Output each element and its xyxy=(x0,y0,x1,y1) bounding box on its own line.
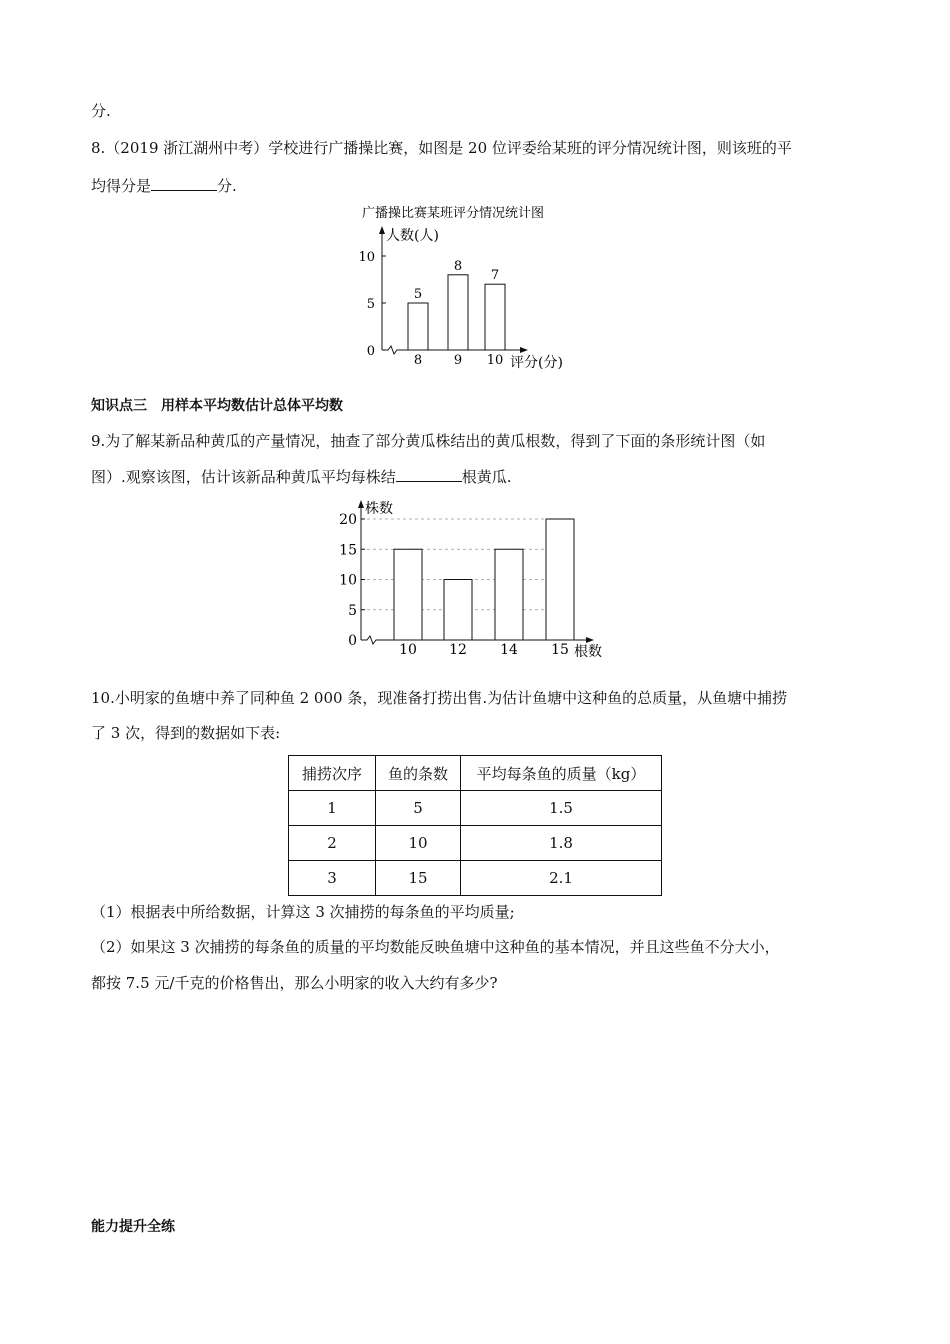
answer-blank xyxy=(151,176,217,191)
chart1-x-tick-label: 9 xyxy=(453,353,463,368)
chart2-y-tick-label: 15 xyxy=(339,542,357,559)
chart1-x-tick-label: 8 xyxy=(413,353,423,368)
chart1-bar xyxy=(448,275,468,350)
table-cell: 15 xyxy=(376,861,461,896)
chart2-y-tick-label: 10 xyxy=(339,572,357,589)
table-cell: 10 xyxy=(376,826,461,861)
chart2-x-tick-label: 12 xyxy=(449,642,467,658)
chart1-y-tick-label: 5 xyxy=(366,297,375,312)
question-10-text-2: 了 3 次，得到的数据如下表: xyxy=(91,724,281,742)
table-cell: 2.1 xyxy=(461,861,662,896)
table-cell: 1.5 xyxy=(461,791,662,826)
chart1-y-tick-label: 0 xyxy=(366,344,375,359)
table-cell: 1 xyxy=(289,791,376,826)
chart1-title: 广播操比赛某班评分情况统计图 xyxy=(362,206,545,221)
question-8-text-2 xyxy=(91,176,237,196)
question-9-text: 9.为了解某新品种黄瓜的产量情况，抽查了部分黄瓜株结出的黄瓜根数，得到了下面的条形统计图（如 xyxy=(91,432,766,450)
question-8-text: 8.（2019 浙江湖州中考）学校进行广播操比赛，如图是 20 位评委给某班的评分情况统计图，则该班的平 xyxy=(91,139,792,157)
table-row xyxy=(289,791,662,826)
question-10-part-1: （1）根据表中所给数据，计算这 3 次捕捞的每条鱼的平均质量; xyxy=(91,903,515,921)
chart2-y-tick-label: 20 xyxy=(339,512,357,528)
question-10-text: 10.小明家的鱼塘中养了同种鱼 2 000 条，现准备打捞出售.为估计鱼塘中这种鱼的总质量，从鱼塘中捕捞 xyxy=(91,689,788,707)
q9-prefix: 图）.观察该图，估计该新品种黄瓜平均每株结 xyxy=(91,468,396,486)
text-line: 分. xyxy=(91,102,111,120)
chart1-data-label: 7 xyxy=(490,268,500,284)
table-header: 鱼的条数 xyxy=(376,756,461,791)
chart1-data-label: 8 xyxy=(453,258,463,274)
chart2-x-arrow xyxy=(586,637,594,643)
section-heading: 知识点三 用样本平均数估计总体平均数 xyxy=(91,398,343,414)
chart1-ylabel: 人数(人) xyxy=(386,228,439,244)
chart1-bar xyxy=(408,303,428,350)
q8-prefix: 均得分是 xyxy=(91,177,152,195)
table-cell: 2 xyxy=(289,826,376,861)
table-cell: 5 xyxy=(376,791,461,826)
table-header: 捕捞次序 xyxy=(289,756,376,791)
chart2-x-tick-label: 10 xyxy=(399,642,417,658)
chart1-bar xyxy=(485,284,505,350)
chart1-y-arrow xyxy=(379,226,385,234)
chart2-y-arrow xyxy=(358,500,364,508)
fish-data-table xyxy=(288,755,662,896)
table-row xyxy=(289,826,662,861)
chart2-bar xyxy=(444,580,472,641)
table-row xyxy=(289,861,662,896)
chart1-y-tick-label: 10 xyxy=(358,250,375,265)
chart2-bar xyxy=(546,519,574,640)
chart-cucumber-count xyxy=(330,490,620,665)
chart2-x-tick-label: 14 xyxy=(500,642,518,658)
q8-suffix: 分. xyxy=(217,177,237,195)
answer-blank xyxy=(396,467,462,482)
table-cell: 3 xyxy=(289,861,376,896)
chart1-x-arrow xyxy=(520,347,528,353)
chart1-x-tick-label: 10 xyxy=(486,353,504,368)
table-header-row xyxy=(289,756,662,791)
chart1-xlabel: 评分(分) xyxy=(510,355,563,371)
chart2-bar xyxy=(495,549,523,640)
chart2-bar xyxy=(394,549,422,640)
chart2-xlabel: 根数 xyxy=(574,644,602,660)
chart2-y-tick-label: 5 xyxy=(348,602,357,619)
table-header: 平均每条鱼的质量（kg） xyxy=(461,756,662,791)
question-10-part-2-cont: 都按 7.5 元/千克的价格售出，那么小明家的收入大约有多少? xyxy=(91,974,498,992)
q9-suffix: 根黄瓜. xyxy=(461,468,512,486)
chart2-ylabel: 株数 xyxy=(365,501,393,517)
chart1-data-label: 5 xyxy=(413,287,423,302)
question-9-text-2 xyxy=(91,467,512,487)
table-cell: 1.8 xyxy=(461,826,662,861)
section-heading-ability: 能力提升全练 xyxy=(91,1219,175,1235)
chart2-x-tick-label: 15 xyxy=(551,642,569,658)
chart-score-distribution xyxy=(340,200,600,375)
question-10-part-2: （2）如果这 3 次捕捞的每条鱼的质量的平均数能反映鱼塘中这种鱼的基本情况，并且这些鱼不分大小， xyxy=(91,938,780,956)
chart2-y-tick-label: 0 xyxy=(348,633,357,649)
